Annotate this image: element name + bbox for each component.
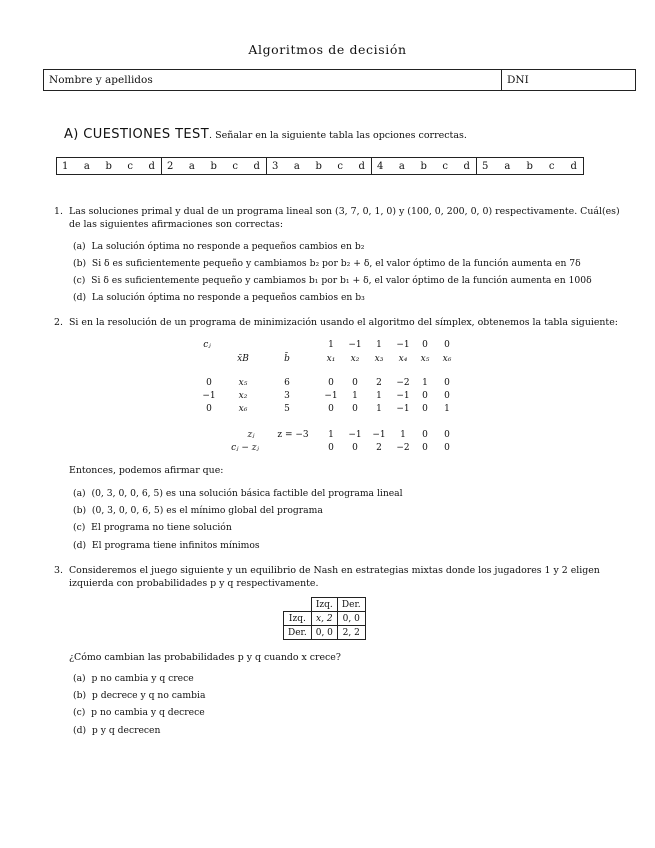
rhs-header: b̄ bbox=[284, 354, 290, 364]
reduced-cell: 0 bbox=[422, 443, 428, 453]
option-text: (0, 3, 0, 0, 6, 5) es el mínimo global del programa bbox=[91, 505, 323, 516]
var-header: x₂ bbox=[350, 354, 360, 364]
matrix-col-header: Izq. bbox=[311, 598, 337, 612]
question-2-text: Si en la resolución de un programa de minimización usando el algoritmo del símplex, obtenemos la tabla siguiente: bbox=[69, 317, 618, 328]
q2-option-b[interactable] bbox=[73, 505, 323, 516]
option-label: (a) bbox=[73, 673, 86, 684]
option-label: (b) bbox=[73, 258, 87, 269]
basis-header: x̄B bbox=[237, 354, 249, 364]
q1-option-c[interactable] bbox=[73, 275, 592, 286]
matrix-cell: x, 2 bbox=[311, 612, 337, 626]
cell: 1 bbox=[422, 378, 428, 388]
answer-number: 3 bbox=[272, 160, 279, 172]
option-label: (b) bbox=[73, 690, 87, 701]
answer-option-c[interactable]: c bbox=[232, 160, 238, 172]
answer-cell-5[interactable] bbox=[477, 158, 583, 174]
row-cost: 0 bbox=[206, 404, 212, 414]
cost-x2: −1 bbox=[348, 340, 362, 350]
reduced-cell: −2 bbox=[396, 443, 410, 453]
cj-label: cⱼ bbox=[203, 340, 211, 350]
option-text: La solución óptima no responde a pequeños cambios en b₂ bbox=[91, 241, 365, 252]
section-instruction: . Señalar en la siguiente tabla las opciones correctas. bbox=[209, 130, 467, 141]
matrix-cell: 0, 0 bbox=[311, 626, 337, 640]
answer-option-c[interactable]: c bbox=[127, 160, 133, 172]
question-2-followup: Entonces, podemos afirmar que: bbox=[69, 465, 224, 476]
q1-option-a[interactable] bbox=[73, 241, 364, 252]
answer-cell-3[interactable] bbox=[267, 158, 372, 174]
cell: −1 bbox=[396, 404, 410, 414]
dni-field-label[interactable]: DNI bbox=[501, 70, 529, 90]
answer-option-c[interactable]: c bbox=[337, 160, 343, 172]
q3-option-c[interactable] bbox=[73, 707, 205, 718]
q1-option-b[interactable] bbox=[73, 258, 581, 269]
answer-option-a[interactable]: a bbox=[188, 160, 195, 172]
option-text: p y q decrecen bbox=[91, 725, 161, 736]
option-label: (a) bbox=[73, 488, 86, 499]
matrix-col-header: Der. bbox=[337, 598, 365, 612]
cell: 1 bbox=[376, 391, 382, 401]
var-header: x₃ bbox=[374, 354, 384, 364]
var-header: x₆ bbox=[442, 354, 452, 364]
cost-x3: 1 bbox=[376, 340, 382, 350]
answer-option-c[interactable]: c bbox=[442, 160, 448, 172]
option-text: Si δ es suficientemente pequeño y cambiamos b₁ por b₁ + δ, el valor óptimo de la función aumenta en 100δ bbox=[91, 275, 592, 286]
q2-option-c[interactable] bbox=[73, 522, 232, 533]
var-header: x₁ bbox=[326, 354, 336, 364]
question-1-number: 1. bbox=[54, 206, 63, 217]
answer-number: 4 bbox=[377, 160, 384, 172]
option-label: (c) bbox=[73, 707, 86, 718]
row-rhs: 5 bbox=[284, 404, 290, 414]
cost-x5: 0 bbox=[422, 340, 428, 350]
option-text: El programa tiene infinitos mínimos bbox=[91, 540, 260, 551]
row-rhs: 3 bbox=[284, 391, 290, 401]
var-header: x₄ bbox=[398, 354, 408, 364]
cell: 0 bbox=[422, 391, 428, 401]
option-label: (d) bbox=[73, 540, 87, 551]
cell: 1 bbox=[352, 391, 358, 401]
question-3-number: 3. bbox=[54, 565, 63, 576]
q1-option-d[interactable] bbox=[73, 292, 365, 303]
zj-cell: 0 bbox=[422, 430, 428, 440]
cell: 0 bbox=[352, 404, 358, 414]
section-title: A) CUESTIONES TEST bbox=[64, 127, 210, 142]
answer-grid bbox=[56, 157, 584, 175]
answer-number: 2 bbox=[167, 160, 174, 172]
answer-cell-4[interactable] bbox=[372, 158, 477, 174]
answer-option-a[interactable]: a bbox=[504, 160, 511, 172]
answer-option-b[interactable]: b bbox=[105, 160, 112, 172]
option-text: p decrece y q no cambia bbox=[91, 690, 206, 701]
option-label: (c) bbox=[73, 522, 86, 533]
option-text: El programa no tiene solución bbox=[91, 522, 232, 533]
row-cost: 0 bbox=[206, 378, 212, 388]
option-label: (b) bbox=[73, 505, 87, 516]
reduced-cost-label: cⱼ − zⱼ bbox=[231, 443, 259, 453]
option-text: p no cambia y q decrece bbox=[91, 707, 205, 718]
cell: −1 bbox=[324, 391, 338, 401]
reduced-cell: 0 bbox=[352, 443, 358, 453]
answer-option-b[interactable]: b bbox=[526, 160, 533, 172]
cell: 0 bbox=[444, 378, 450, 388]
cell: 0 bbox=[422, 404, 428, 414]
cell: 0 bbox=[352, 378, 358, 388]
cell: 2 bbox=[376, 378, 382, 388]
answer-option-b[interactable]: b bbox=[210, 160, 217, 172]
answer-cell-1[interactable] bbox=[57, 158, 162, 174]
zj-cell: 0 bbox=[444, 430, 450, 440]
cell: 1 bbox=[376, 404, 382, 414]
option-label: (c) bbox=[73, 275, 86, 286]
question-3-prompt: ¿Cómo cambian las probabilidades p y q cuando x crece? bbox=[69, 652, 341, 663]
question-2-number: 2. bbox=[54, 317, 63, 328]
matrix-row-header: Izq. bbox=[284, 612, 312, 626]
reduced-cell: 0 bbox=[328, 443, 334, 453]
option-label: (d) bbox=[73, 292, 87, 303]
zj-label: zⱼ bbox=[247, 430, 255, 440]
section-heading bbox=[64, 127, 467, 142]
row-basis: x₂ bbox=[238, 391, 248, 401]
q3-option-a[interactable] bbox=[73, 673, 194, 684]
option-text: (0, 3, 0, 0, 6, 5) es una solución básica factible del programa lineal bbox=[91, 488, 403, 499]
answer-option-d[interactable]: d bbox=[148, 160, 155, 172]
cell: −2 bbox=[396, 378, 410, 388]
name-field-label[interactable]: Nombre y apellidos bbox=[49, 74, 153, 86]
option-text: La solución óptima no responde a pequeños cambios en b₃ bbox=[91, 292, 365, 303]
option-text: Si δ es suficientemente pequeño y cambiamos b₂ por b₂ + δ, el valor óptimo de la función aumenta en 7δ bbox=[91, 258, 581, 269]
matrix-corner bbox=[284, 598, 312, 612]
answer-number: 1 bbox=[62, 160, 69, 172]
answer-option-a[interactable]: a bbox=[83, 160, 90, 172]
option-text: p no cambia y q crece bbox=[91, 673, 194, 684]
option-label: (a) bbox=[73, 241, 86, 252]
reduced-cell: 0 bbox=[444, 443, 450, 453]
answer-option-d[interactable]: d bbox=[358, 160, 365, 172]
answer-option-d[interactable]: d bbox=[253, 160, 260, 172]
cost-x1: 1 bbox=[328, 340, 334, 350]
answer-option-b[interactable]: b bbox=[420, 160, 427, 172]
answer-cell-2[interactable] bbox=[162, 158, 267, 174]
answer-option-d[interactable]: d bbox=[570, 160, 577, 172]
answer-option-c[interactable]: c bbox=[548, 160, 555, 172]
q2-option-d[interactable] bbox=[73, 540, 260, 551]
page-title: Algoritmos de decisión bbox=[248, 42, 407, 57]
cell: −1 bbox=[396, 391, 410, 401]
matrix-cell: 0, 0 bbox=[337, 612, 365, 626]
question-3-text-line1: Consideremos el juego siguiente y un equilibrio de Nash en estrategias mixtas donde los jugadores 1 y 2 eligen bbox=[69, 565, 600, 576]
zj-cell: −1 bbox=[372, 430, 386, 440]
question-1-text-line2: de las siguientes afirmaciones son correctas: bbox=[69, 219, 283, 230]
q2-option-a[interactable] bbox=[73, 488, 403, 499]
q3-option-b[interactable] bbox=[73, 690, 205, 701]
option-label: (d) bbox=[73, 725, 87, 736]
cost-x4: −1 bbox=[396, 340, 410, 350]
z-value: z = −3 bbox=[277, 430, 309, 440]
student-id-box bbox=[43, 69, 636, 91]
cost-x6: 0 bbox=[444, 340, 450, 350]
matrix-row-header: Der. bbox=[284, 626, 312, 640]
question-3-text-line2: izquierda con probabilidades p y q respectivamente. bbox=[69, 578, 319, 589]
row-basis: x₅ bbox=[238, 378, 248, 388]
q3-option-d[interactable] bbox=[73, 725, 160, 736]
row-basis: x₆ bbox=[238, 404, 248, 414]
cell: 0 bbox=[328, 404, 334, 414]
row-cost: −1 bbox=[202, 391, 216, 401]
question-1-text-line1: Las soluciones primal y dual de un programa lineal son (3, 7, 0, 1, 0) y (100, 0, 200, 0, 0) respectivamente. Cuál(es) bbox=[69, 206, 620, 217]
answer-option-a[interactable]: a bbox=[293, 160, 300, 172]
answer-number: 5 bbox=[482, 160, 489, 172]
payoff-matrix bbox=[283, 597, 366, 640]
reduced-cell: 2 bbox=[376, 443, 382, 453]
answer-option-d[interactable]: d bbox=[463, 160, 470, 172]
row-rhs: 6 bbox=[284, 378, 290, 388]
zj-cell: −1 bbox=[348, 430, 362, 440]
answer-option-a[interactable]: a bbox=[398, 160, 405, 172]
cell: 1 bbox=[444, 404, 450, 414]
zj-cell: 1 bbox=[328, 430, 334, 440]
cell: 0 bbox=[328, 378, 334, 388]
simplex-tableau bbox=[195, 338, 475, 456]
zj-cell: 1 bbox=[400, 430, 406, 440]
cell: 0 bbox=[444, 391, 450, 401]
var-header: x₅ bbox=[420, 354, 430, 364]
answer-option-b[interactable]: b bbox=[315, 160, 322, 172]
matrix-cell: 2, 2 bbox=[337, 626, 365, 640]
